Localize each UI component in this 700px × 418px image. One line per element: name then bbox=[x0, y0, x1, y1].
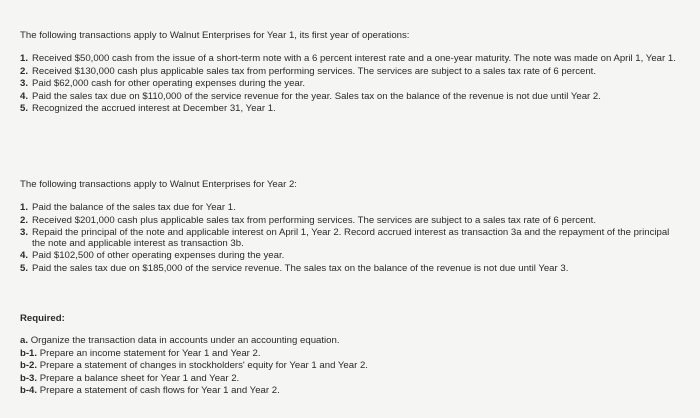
item-text: Paid $102,500 of other operating expenses during the year. bbox=[32, 250, 285, 262]
required-item-b1 bbox=[20, 349, 368, 360]
item-number: 2. bbox=[20, 65, 29, 77]
required-item-b2 bbox=[20, 361, 368, 372]
item-number: 1. bbox=[20, 53, 29, 64]
item-text: Repaid the principal of the note and applicable interest on April 1, Year 2. Record accrued interest as transaction 3a and the repayment of the principal the note and applicable interest as transaction 3b. bbox=[32, 227, 670, 249]
item-number: 3. bbox=[20, 78, 29, 90]
item-number: 3. bbox=[20, 227, 29, 239]
item-number: 4. bbox=[20, 90, 29, 102]
item-number: 2. bbox=[20, 214, 29, 226]
item-text: Recognized the accrued interest at December 31, Year 1. bbox=[32, 103, 276, 115]
required-text: Organize the transaction data in accounts under an accounting equation. bbox=[30, 335, 340, 346]
year1-intro: The following transactions apply to Walnut Enterprises for Year 1, its first year of operations: bbox=[20, 30, 410, 41]
item-number: 5. bbox=[20, 103, 29, 115]
year2-item-5 bbox=[20, 264, 698, 275]
year1-item-1 bbox=[20, 54, 698, 65]
required-text: Prepare a balance sheet for Year 1 and Year 2. bbox=[39, 372, 240, 384]
year1-item-2 bbox=[20, 67, 698, 78]
year1-item-3 bbox=[20, 79, 698, 90]
required-text: Prepare an income statement for Year 1 and Year 2. bbox=[39, 347, 261, 359]
item-text: Paid the sales tax due on $185,000 of the service revenue. The sales tax on the balance of the revenue is not due until Year 3. bbox=[32, 262, 569, 274]
item-number: 5. bbox=[20, 262, 29, 274]
year2-item-1 bbox=[20, 203, 698, 214]
year1-transaction-list bbox=[20, 54, 698, 115]
item-text: Paid the balance of the sales tax due for Year 1. bbox=[32, 202, 236, 213]
year2-item-4 bbox=[20, 251, 698, 262]
year2-transaction-list bbox=[20, 203, 698, 275]
item-text: Received $50,000 cash from the issue of a short-term note with a 6 percent interest rate and a one-year maturity. The note was made on April 1, Year 1. bbox=[32, 53, 676, 64]
required-item-a bbox=[20, 336, 368, 347]
required-label: b-1. bbox=[20, 347, 38, 359]
item-text: Received $130,000 cash plus applicable sales tax from performing services. The services are subject to a sales tax rate of 6 percent. bbox=[32, 65, 597, 77]
required-item-b4 bbox=[20, 386, 368, 397]
required-label: b-2. bbox=[20, 360, 38, 372]
required-list bbox=[20, 336, 368, 397]
required-text: Prepare a statement of changes in stockholders' equity for Year 1 and Year 2. bbox=[39, 360, 368, 372]
required-label: a. bbox=[20, 335, 29, 346]
required-label: b-3. bbox=[20, 372, 38, 384]
required-heading: Required: bbox=[20, 313, 65, 324]
year2-item-3 bbox=[20, 228, 698, 249]
item-text: Received $201,000 cash plus applicable sales tax from performing services. The services are subject to a sales tax rate of 6 percent. bbox=[32, 214, 597, 226]
required-text: Prepare a statement of cash flows for Year 1 and Year 2. bbox=[39, 385, 280, 397]
required-label: b-4. bbox=[20, 385, 38, 397]
year1-item-5 bbox=[20, 104, 698, 115]
year1-item-4 bbox=[20, 92, 698, 103]
year2-intro: The following transactions apply to Walnut Enterprises for Year 2: bbox=[20, 179, 297, 190]
item-number: 1. bbox=[20, 202, 29, 213]
required-item-b3 bbox=[20, 374, 368, 385]
year2-item-2 bbox=[20, 216, 698, 227]
item-text: Paid $62,000 cash for other operating expenses during the year. bbox=[32, 78, 306, 90]
item-number: 4. bbox=[20, 250, 29, 262]
item-text: Paid the sales tax due on $110,000 of the service revenue for the year. Sales tax on the balance of the revenue is not due until Year 2. bbox=[32, 90, 601, 102]
